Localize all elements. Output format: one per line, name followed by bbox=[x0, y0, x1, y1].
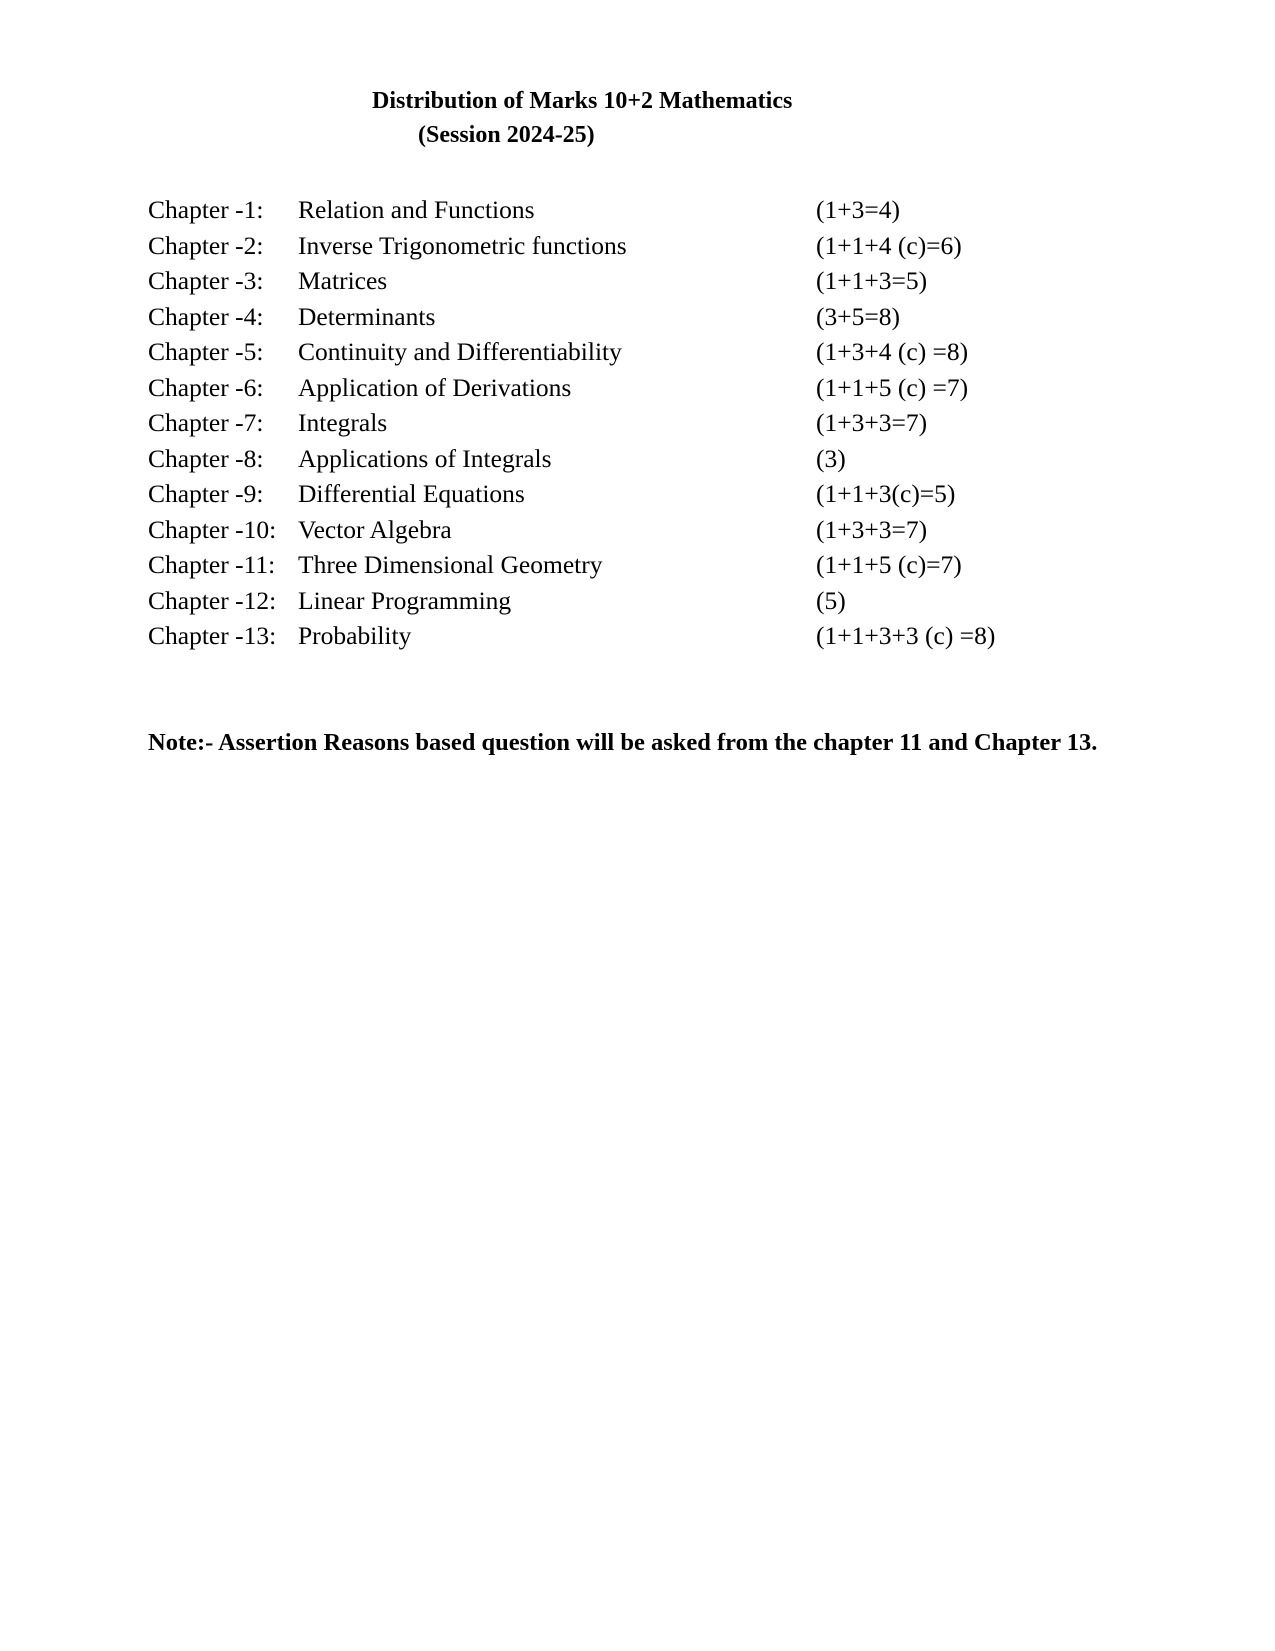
chapter-number: Chapter -12: bbox=[148, 585, 277, 615]
chapter-marks: (1+1+3+3 (c) =8) bbox=[816, 621, 996, 650]
chapter-row bbox=[148, 405, 1148, 441]
chapter-row bbox=[148, 547, 1148, 583]
chapter-marks: (1+1+3=5) bbox=[816, 266, 928, 295]
chapter-number: Chapter -9: bbox=[148, 479, 264, 508]
chapter-row bbox=[148, 299, 1148, 335]
chapter-name: Three Dimensional Geometry bbox=[298, 550, 603, 579]
chapter-row bbox=[148, 476, 1148, 512]
chapter-name: Applications of Integrals bbox=[298, 443, 552, 473]
chapter-row bbox=[148, 263, 1148, 299]
chapter-row bbox=[148, 512, 1148, 548]
chapter-marks: (5) bbox=[816, 585, 846, 615]
chapter-marks: (1+3+4 (c) =8) bbox=[816, 337, 969, 366]
chapter-marks: (3) bbox=[816, 443, 846, 473]
chapter-name: Integrals bbox=[298, 408, 388, 437]
chapter-name: Differential Equations bbox=[298, 479, 525, 508]
session-label: (Session 2024-25) bbox=[418, 122, 595, 148]
chapter-number: Chapter -7: bbox=[148, 408, 264, 437]
chapter-marks: (1+1+5 (c)=7) bbox=[816, 550, 962, 579]
chapter-name: Application of Derivations bbox=[298, 372, 572, 402]
chapter-marks: (1+3=4) bbox=[816, 195, 900, 224]
document-title: Distribution of Marks 10+2 Mathematics bbox=[372, 88, 793, 114]
chapter-number: Chapter -3: bbox=[148, 266, 264, 295]
chapter-row bbox=[148, 192, 1148, 228]
chapter-marks: (1+1+5 (c) =7) bbox=[816, 372, 969, 402]
chapter-row bbox=[148, 441, 1148, 477]
chapter-number: Chapter -11: bbox=[148, 550, 276, 579]
chapter-name: Matrices bbox=[298, 266, 388, 295]
chapter-number: Chapter -1: bbox=[148, 195, 264, 224]
chapter-number: Chapter -10: bbox=[148, 514, 277, 544]
chapter-marks-list bbox=[148, 192, 1148, 654]
chapter-row bbox=[148, 228, 1148, 264]
chapter-marks: (1+1+3(c)=5) bbox=[816, 479, 956, 508]
chapter-name: Inverse Trigonometric functions bbox=[298, 230, 627, 260]
chapter-row bbox=[148, 583, 1148, 619]
chapter-number: Chapter -2: bbox=[148, 230, 264, 260]
chapter-marks: (1+3+3=7) bbox=[816, 408, 928, 437]
chapter-marks: (3+5=8) bbox=[816, 301, 900, 331]
chapter-number: Chapter -6: bbox=[148, 372, 264, 402]
chapter-name: Linear Programming bbox=[298, 585, 512, 615]
chapter-name: Probability bbox=[298, 621, 412, 650]
chapter-row bbox=[148, 370, 1148, 406]
chapter-number: Chapter -13: bbox=[148, 621, 277, 650]
chapter-name: Determinants bbox=[298, 301, 436, 331]
chapter-number: Chapter -4: bbox=[148, 301, 264, 331]
chapter-row bbox=[148, 334, 1148, 370]
chapter-marks: (1+3+3=7) bbox=[816, 514, 928, 544]
assertion-note: Note:- Assertion Reasons based question will be asked from the chapter 11 and Chapter 13. bbox=[148, 729, 1098, 756]
chapter-name: Continuity and Differentiability bbox=[298, 337, 622, 366]
chapter-number: Chapter -8: bbox=[148, 443, 264, 473]
chapter-name: Relation and Functions bbox=[298, 195, 535, 224]
chapter-row bbox=[148, 618, 1148, 654]
chapter-marks: (1+1+4 (c)=6) bbox=[816, 230, 962, 260]
chapter-name: Vector Algebra bbox=[298, 514, 452, 544]
chapter-number: Chapter -5: bbox=[148, 337, 264, 366]
